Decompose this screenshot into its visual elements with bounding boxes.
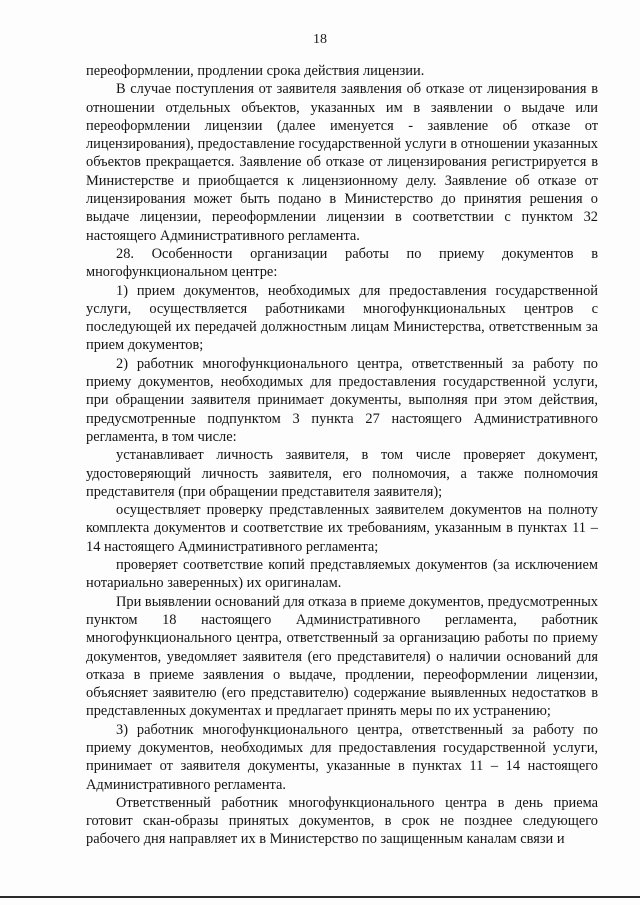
paragraph-refusal-application: В случае поступления от заявителя заявления об отказе от лицензирования в отношении отдельных объектов, указанных им в заявлении о выдаче или переоформлении лицензии (далее именуется - заявление об отказе от лицензирования), предоставление государственной услуги в отношении указанных объектов прекращается. Заявление об отказе от лицензирования регистрируется в Министерстве и приобщается к лицензионному делу. Заявление об отказе от лицензирования может быть подано в Министерство до принятия решения о выдаче лицензии, переоформлении лицензии в соответствии с пунктом 32 настоящего Административного регламента.: [86, 81, 598, 244]
paragraph-completeness-check: осуществляет проверку представленных заявителем документов на полноту комплекта документов и соответствие их требованиям, указанным в пунктах 11 – 14 настоящего Административного регламента;: [86, 502, 598, 555]
paragraph-item-1: 1) прием документов, необходимых для предоставления государственной услуги, осуществляется работниками многофункциональных центров с последующей их передачей должностным лицам Министерства, ответственным за прием документов;: [86, 282, 598, 354]
paragraph-identity-check: устанавливает личность заявителя, в том числе проверяет документ, удостоверяющий личность заявителя, его полномочия, а также полномочия представителя (при обращении представителя заявителя);: [86, 447, 598, 500]
document-body: [86, 62, 598, 849]
paragraph-item-2: 2) работник многофункционального центра, ответственный за работу по приему документов, необходимых для предоставления государственной услуги, при обращении заявителя принимает документы, выполняя при этом действия, предусмотренные подпунктом 3 пункта 27 настоящего Административного регламента, в том числе:: [86, 355, 598, 445]
paragraph-copies-check: проверяет соответствие копий представляемых документов (за исключением нотариально заверенных) их оригиналам.: [86, 557, 598, 592]
paragraph-refusal-grounds: При выявлении оснований для отказа в приеме документов, предусмотренных пунктом 18 настоящего Административного регламента, работник многофункционального центра, ответственный за организацию работы по приему документов, уведомляет заявителя (его представителя) о наличии оснований для отказа в приеме заявления о выдаче, продлении, переоформлении лицензии, объясняет заявителю (его представителю) содержание выявленных недостатков в представленных документах и предлагает принять меры по их устранению;: [86, 593, 598, 720]
paragraph-continuation: переоформлении, продлении срока действия лицензии.: [86, 63, 425, 79]
paragraph-scan-transfer: Ответственный работник многофункционального центра в день приема готовит скан-образы принятых документов, в срок не позднее следующего рабочего дня направляет их в Министерство по защищенным каналам связи и: [86, 794, 598, 848]
scan-edge-line: [0, 896, 640, 898]
paragraph-item-3: 3) работник многофункционального центра, ответственный за работу по приему документов, необходимых для предоставления государственной услуги, принимает от заявителя документы, указанные в пунктах 11 – 14 настоящего Административного регламента.: [86, 721, 598, 793]
paragraph-section-28: 28. Особенности организации работы по приему документов в многофункциональном центре:: [86, 245, 598, 281]
page-number: 18: [313, 32, 327, 47]
